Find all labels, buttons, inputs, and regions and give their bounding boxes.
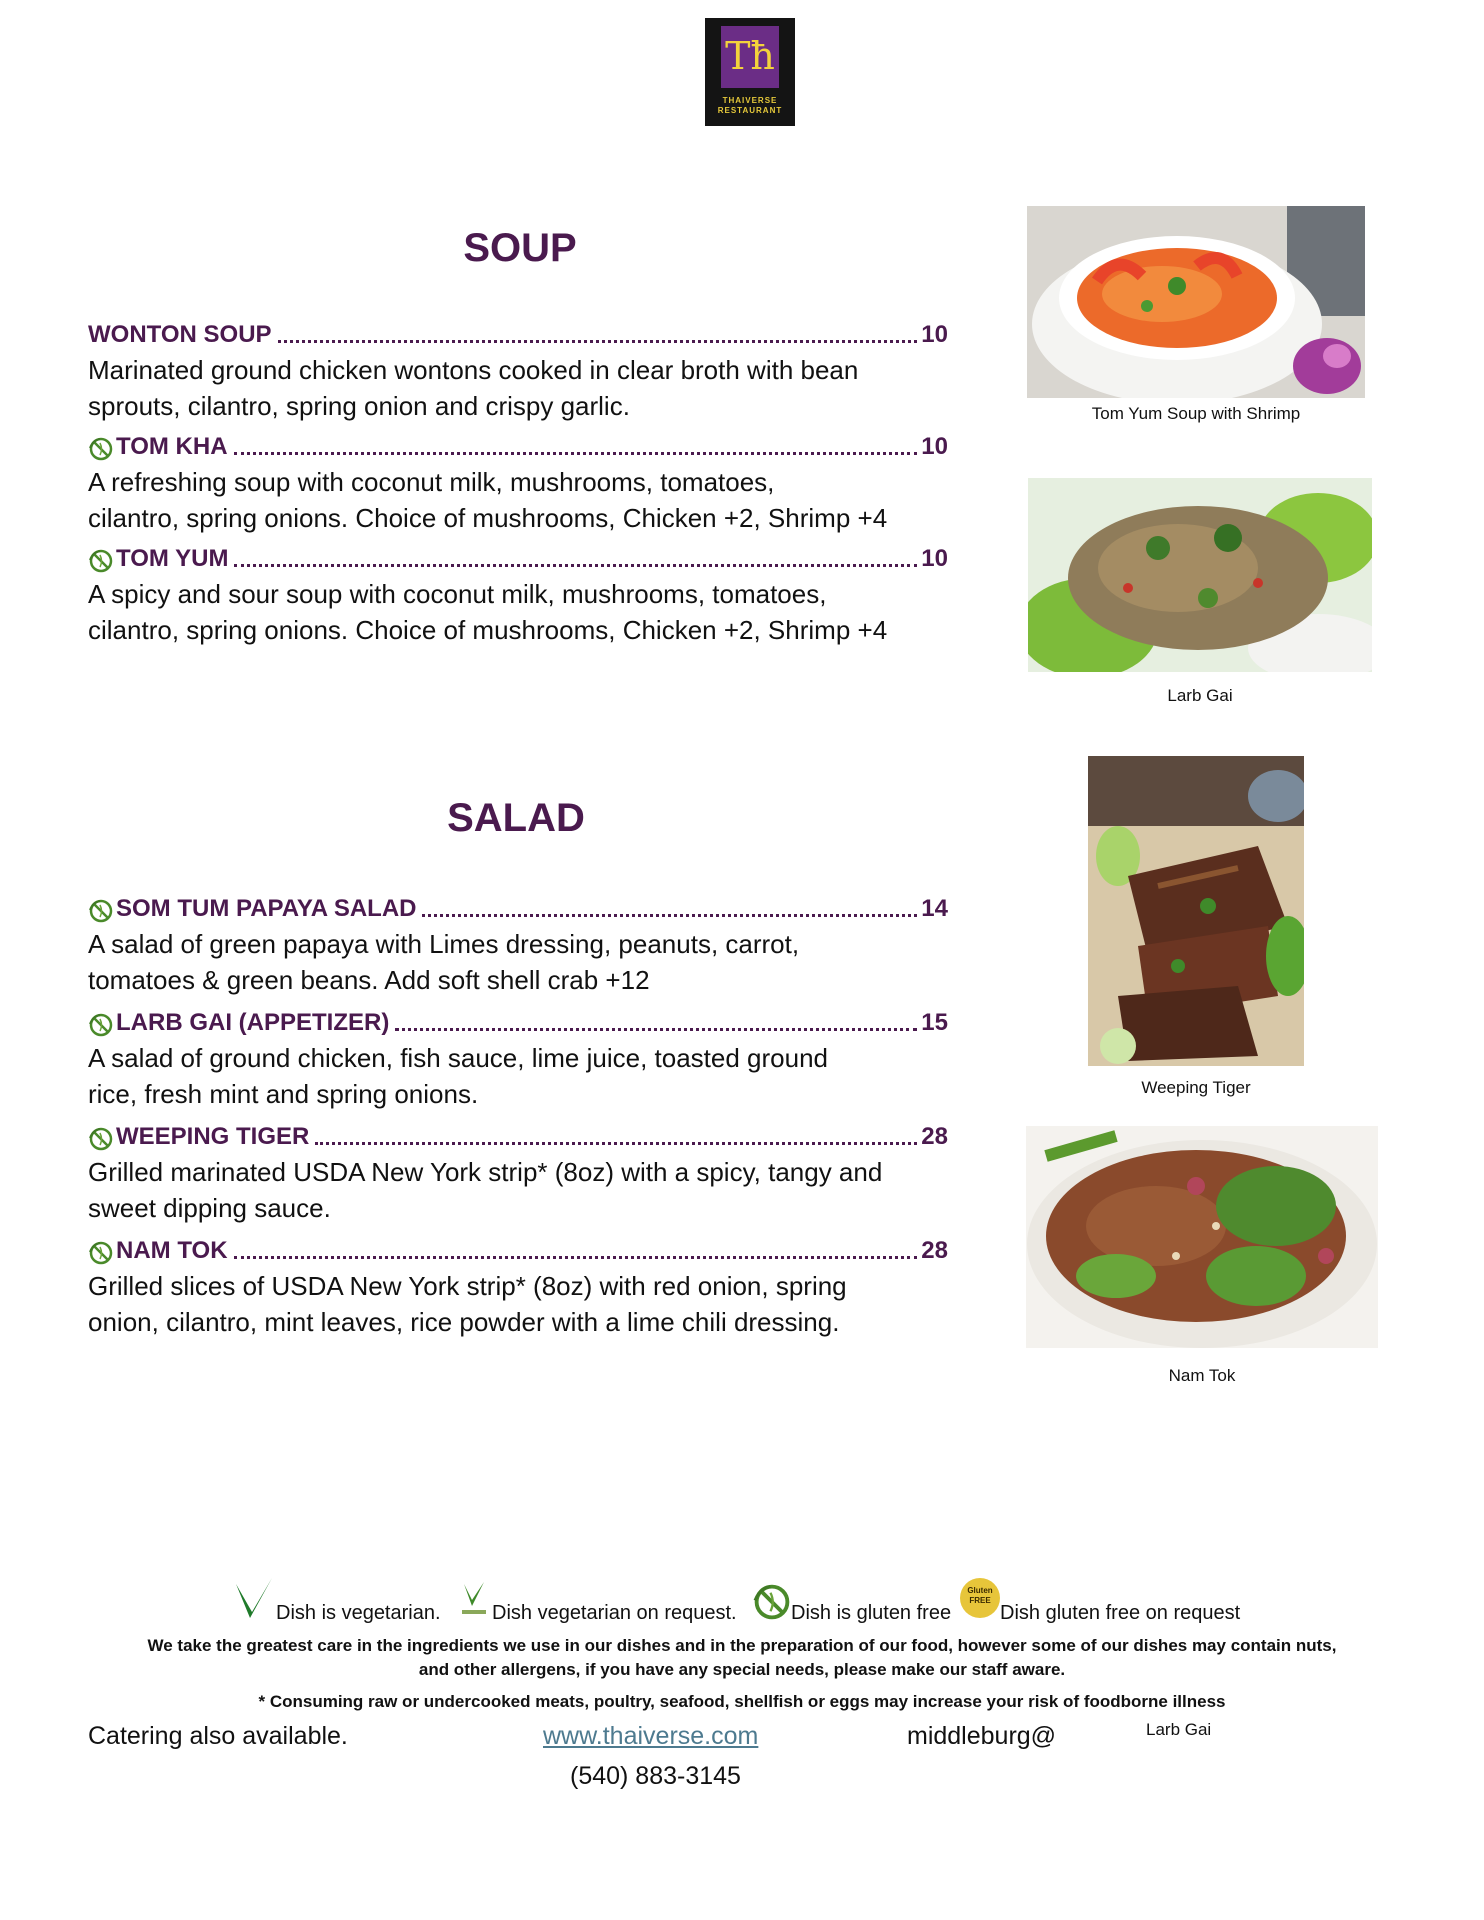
leader-dots xyxy=(234,564,917,567)
legend-gluten-free: Dish is gluten free xyxy=(791,1602,952,1624)
item-description: Grilled slices of USDA New York strip* (8oz) with red onion, spring onion, cilantro, mint leaves, rice powder with a lime chili dressing. xyxy=(88,1271,847,1337)
legend-gluten-free-request: Dish gluten free on request xyxy=(1000,1602,1241,1624)
leader-dots xyxy=(234,452,918,455)
photo-nam-tok xyxy=(1026,1126,1378,1348)
gluten-free-icon xyxy=(752,1582,792,1622)
photo-caption: Weeping Tiger xyxy=(1141,1078,1251,1097)
item-description: Grilled marinated USDA New York strip* (8oz) with a spicy, tangy and sweet dipping sauce. xyxy=(88,1157,883,1223)
leader-dots xyxy=(315,1142,917,1145)
weeping-tiger-image xyxy=(1088,756,1304,1066)
menu-item-weeping-tiger: WEEPING TIGER 28 xyxy=(88,1122,948,1152)
gluten-free-icon xyxy=(88,1012,114,1038)
menu-item-nam-tok: NAM TOK 28 xyxy=(88,1236,948,1266)
item-price: 28 xyxy=(921,1237,948,1264)
restaurant-logo xyxy=(705,18,795,126)
item-price: 14 xyxy=(921,895,948,922)
vegetarian-icon xyxy=(232,1578,276,1622)
gluten-free-icon xyxy=(88,548,114,574)
menu-item-som-tum: SOM TUM PAPAYA SALAD 14 xyxy=(88,894,948,924)
website-link[interactable]: www.thaiverse.com xyxy=(543,1722,759,1750)
email-partial[interactable]: middleburg@ xyxy=(907,1722,1057,1750)
item-description: A salad of green papaya with Limes dressing, peanuts, carrot, tomatoes & green beans. Add soft shell crab +12 xyxy=(88,929,800,995)
nam-tok-image xyxy=(1026,1126,1378,1348)
tom-yum-soup-image xyxy=(1027,206,1365,398)
phone-number[interactable]: (540) 883-3145 xyxy=(570,1762,741,1790)
photo-larb-gai xyxy=(1028,478,1372,672)
soup-section-title: SOUP xyxy=(463,226,577,270)
stray-caption: Larb Gai xyxy=(1146,1720,1212,1739)
gluten-free-icon xyxy=(88,1126,114,1152)
legend-vegetarian: Dish is vegetarian. xyxy=(276,1602,441,1624)
item-description: A salad of ground chicken, fish sauce, lime juice, toasted ground rice, fresh mint and spring onions. xyxy=(88,1043,828,1109)
allergen-notice: We take the greatest care in the ingredients we use in our dishes and in the preparation of our food, however some of our dishes may contain nuts, and other allergens, if you have any special needs, please make our staff aware. xyxy=(147,1636,1337,1679)
catering-note: Catering also available. xyxy=(88,1722,348,1750)
item-price: 10 xyxy=(921,321,948,348)
item-description: A spicy and sour soup with coconut milk, mushrooms, tomatoes, cilantro, spring onions. Choice of mushrooms, Chicken +2, Shrimp +4 xyxy=(88,579,888,645)
item-description: A refreshing soup with coconut milk, mushrooms, tomatoes, cilantro, spring onions. Choice of mushrooms, Chicken +2, Shrimp +4 xyxy=(88,467,888,533)
leader-dots xyxy=(395,1028,917,1031)
photo-caption: Nam Tok xyxy=(1168,1366,1236,1385)
item-description: Marinated ground chicken wontons cooked in clear broth with bean sprouts, cilantro, spring onion and crispy garlic. xyxy=(88,355,859,421)
item-price: 28 xyxy=(921,1123,948,1150)
larb-gai-image xyxy=(1028,478,1372,672)
vegetarian-on-request-icon xyxy=(460,1582,488,1618)
leader-dots xyxy=(278,340,918,343)
menu-item-wonton-soup: WONTON SOUP 10 xyxy=(88,321,948,348)
foodborne-illness-notice: * Consuming raw or undercooked meats, poultry, seafood, shellfish or eggs may increase your risk of foodborne illness xyxy=(258,1692,1226,1711)
gluten-free-icon xyxy=(88,1240,114,1266)
photo-tom-yum-soup xyxy=(1027,206,1365,398)
menu-item-larb-gai: LARB GAI (APPETIZER) 15 xyxy=(88,1008,948,1038)
menu-item-tom-yum: TOM YUM 10 xyxy=(88,544,948,574)
legend-vegetarian-request: Dish vegetarian on request. xyxy=(492,1602,737,1624)
photo-caption: Larb Gai xyxy=(1167,686,1233,705)
item-price: 10 xyxy=(921,433,948,460)
logo-name: THAIVERSE RESTAURANT xyxy=(717,96,783,115)
gluten-free-icon xyxy=(88,898,114,924)
menu-item-tom-kha: TOM KHA 10 xyxy=(88,432,948,462)
salad-section-title: SALAD xyxy=(447,796,585,840)
leader-dots xyxy=(234,1256,918,1259)
gluten-free-request-badge-icon: Gluten FREE xyxy=(960,1578,1000,1618)
gluten-free-icon xyxy=(88,436,114,462)
photo-caption: Tom Yum Soup with Shrimp xyxy=(1091,404,1301,423)
leader-dots xyxy=(422,914,917,917)
photo-weeping-tiger xyxy=(1088,756,1304,1066)
logo-mark-box xyxy=(721,26,779,88)
item-price: 10 xyxy=(921,545,948,572)
item-price: 15 xyxy=(921,1009,948,1036)
logo-mark: Tħ xyxy=(725,34,775,78)
